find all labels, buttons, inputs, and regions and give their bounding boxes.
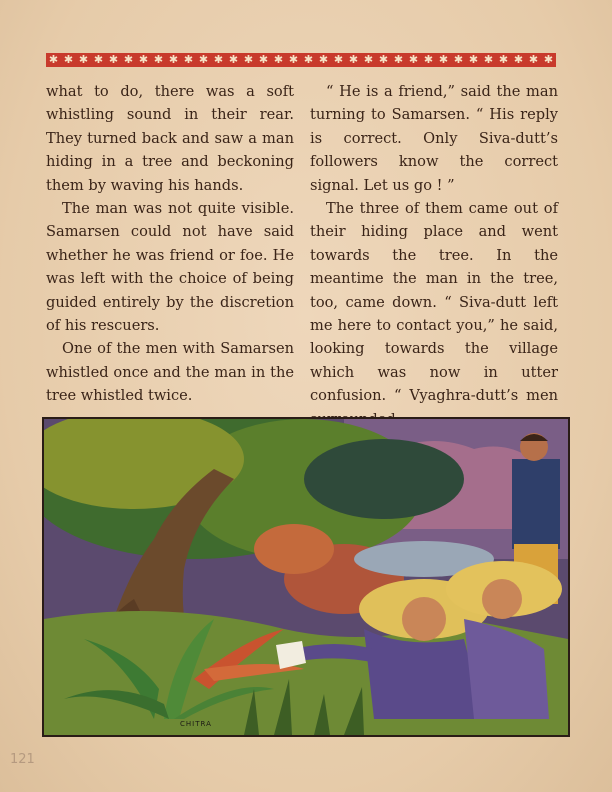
- decorative-border: ✱ ✱ ✱ ✱ ✱ ✱ ✱ ✱ ✱ ✱ ✱ ✱ ✱ ✱ ✱ ✱ ✱ ✱ ✱ ✱ ✱ ✱ ✱ ✱ ✱ ✱ ✱ ✱ ✱ ✱ ✱ ✱ ✱ ✱: [46, 53, 556, 67]
- left-paragraph-1: what to do, there was a soft whistling sound in their rear. They turned back and saw a man hiding in a tree and beckoning them by waving his hands.: [46, 83, 294, 194]
- left-column: [46, 80, 294, 408]
- artist-signature: CHITRA: [180, 720, 212, 728]
- page-number: 121: [10, 752, 35, 767]
- right-column: [310, 80, 558, 431]
- left-paragraph-2: The man was not quite visible. Samarsen could not have said whether he was friend or foe. He was left with the choice of being guided entirely by the discretion of his rescuers.: [46, 200, 294, 335]
- right-paragraph-2: The three of them came out of their hiding place and went towards the tree. In the meantime the man in the tree, too, came down. “ Siva-dutt left me here to contact you,” he said, looking towards the village which was now in utter confusion. “ Vyaghra-dutt’s men: [310, 200, 558, 405]
- left-paragraph-3: One of the men with Samarsen whistled once and the man in the tree whistled twice.: [46, 340, 294, 405]
- jungle-scene-illustration: [42, 417, 570, 737]
- right-paragraph-1: “ He is a friend,” said the man turning to Samarsen. “ His reply is correct. Only Siva-dutt’s followers know the correct signal. Let us go ! ”: [310, 83, 558, 194]
